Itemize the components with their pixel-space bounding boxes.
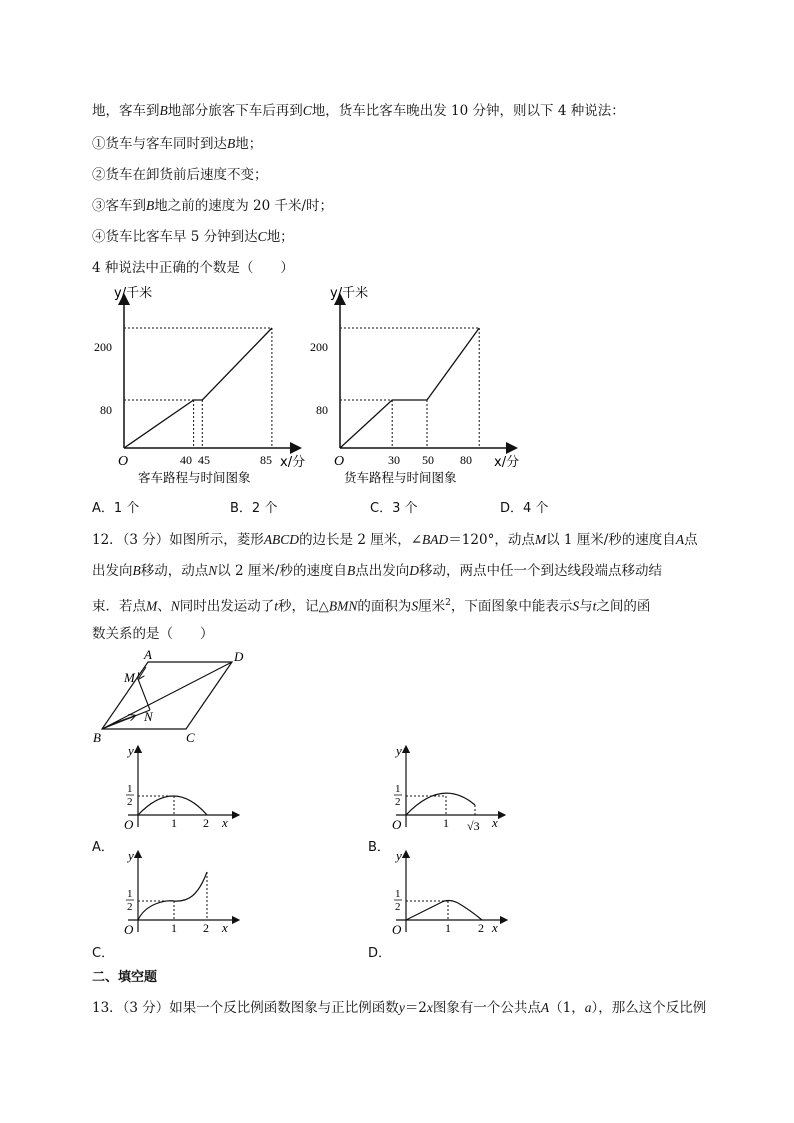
chart-bus-origin: O — [118, 454, 129, 469]
chart-bus-xtick-85: 85 — [260, 453, 272, 467]
q12-line-1: 12．（3 分）如图所示，菱形ABCD的边长是 2 厘米，∠BAD＝120°，动点M以 1 厘米/秒的速度自A点 — [92, 532, 698, 548]
graph-d-option: D． — [368, 946, 392, 961]
chart-truck-series-line — [340, 328, 479, 448]
graph-c-x-label: x — [222, 920, 228, 935]
chart-truck-xlabel: x/分 — [494, 455, 520, 470]
chart-bus — [90, 283, 320, 488]
graph-d-x-label: x — [492, 920, 498, 935]
chart-truck-xtick-30: 30 — [388, 453, 400, 467]
chart-truck-origin: O — [334, 454, 345, 469]
chart-bus-ytick-200: 200 — [94, 340, 112, 354]
graph-d-origin: O — [392, 922, 402, 937]
graph-c-tick-2: 2 — [203, 921, 209, 935]
chart-truck-xtick-80: 80 — [460, 453, 472, 467]
graph-b-curve — [406, 793, 475, 815]
segment-mn — [138, 679, 150, 710]
graph-c — [106, 848, 266, 943]
label-n: N — [144, 709, 153, 724]
graph-c-origin: O — [124, 922, 134, 937]
graph-b-half-den: 2 — [395, 796, 401, 808]
graph-a-y-label: y — [128, 743, 134, 758]
q11-option-d: D．4 个 — [500, 501, 549, 516]
chart-bus-xtick-40: 40 — [180, 453, 192, 467]
q11-option-a: A．1 个 — [92, 501, 140, 516]
diagonal-bd — [102, 662, 232, 729]
label-d: D — [234, 649, 244, 664]
graph-c-half-num: 1 — [127, 888, 133, 900]
chart-bus-ylabel: y/千米 — [114, 286, 153, 301]
graph-b-x-label: x — [492, 815, 498, 830]
q11-intro: 地，客车到B地部分旅客下车后再到C地，货车比客车晚出发 10 分钟，则以下 4 种说法： — [92, 103, 625, 119]
chart-bus-series-line — [124, 328, 272, 448]
q11-option-b: B．2 个 — [230, 501, 278, 516]
q13-line-1: 13．（3 分）如果一个反比例函数图象与正比例函数y＝2x图象有一个公共点A（1，a），那么这个反比例 — [92, 1000, 707, 1016]
graph-c-half-den: 2 — [127, 901, 133, 913]
graph-d-half-num: 1 — [395, 888, 401, 900]
graph-a-curve — [138, 796, 207, 815]
arrow-m — [139, 667, 146, 678]
q12-line-2: 出发向B移动，动点N以 2 厘米/秒的速度自B点出发向D移动，两点中任一个到达线段端点移动结 — [92, 563, 662, 579]
graph-b-tick-sqrt3: √3 — [467, 819, 480, 833]
section-title-fill-in: 二、填空题 — [92, 970, 158, 985]
graph-a-option: A． — [92, 840, 114, 855]
q11-statement-2: ②货车在卸货前后速度不变； — [92, 167, 268, 183]
graph-a — [106, 743, 266, 833]
q11-statement-4: ④货车比客车早 5 分钟到达C地； — [92, 229, 294, 245]
graph-b-half-num: 1 — [395, 783, 401, 795]
graph-c-curve — [138, 872, 207, 920]
graph-a-half-den: 2 — [127, 796, 133, 808]
q11-question: 4 种说法中正确的个数是（ ） — [92, 260, 294, 276]
graph-d-curve — [406, 901, 482, 921]
graph-d-tick-2: 2 — [478, 921, 484, 935]
chart-bus-xtick-45: 45 — [198, 453, 210, 467]
chart-bus-xlabel: x/分 — [280, 455, 306, 470]
q12-line-4: 数关系的是（ ） — [92, 626, 214, 642]
chart-bus-ytick-80: 80 — [100, 403, 112, 417]
graph-a-origin: O — [124, 817, 134, 832]
chart-truck-caption: 货车路程与时间图象 — [344, 470, 457, 485]
q11-statement-1: ①货车与客车同时到达B地； — [92, 136, 263, 152]
graph-a-tick-1: 1 — [171, 816, 177, 830]
chart-truck-xtick-50: 50 — [422, 453, 434, 467]
graph-a-tick-2: 2 — [203, 816, 209, 830]
graph-b-tick-1: 1 — [443, 816, 449, 830]
graph-d-half-den: 2 — [395, 901, 401, 913]
graph-d — [374, 848, 534, 943]
q12-line-3: 束．若点M、N同时出发运动了t秒，记△BMN的面积为S厘米$^2$，下面图象中能表示S与t之间的函 — [92, 598, 651, 615]
graph-b — [374, 743, 534, 833]
graph-a-x-label: x — [222, 815, 228, 830]
graph-c-tick-1: 1 — [171, 921, 177, 935]
graph-b-origin: O — [392, 817, 402, 832]
graph-a-half-num: 1 — [127, 783, 133, 795]
graph-c-option: C． — [92, 946, 115, 961]
graph-c-y-label: y — [128, 848, 134, 863]
chart-truck — [306, 283, 536, 488]
arrow-n — [112, 716, 134, 724]
graph-b-option: B． — [368, 840, 390, 855]
graph-d-tick-1: 1 — [445, 921, 451, 935]
q11-option-c: C．3 个 — [370, 501, 418, 516]
chart-truck-ylabel: y/千米 — [330, 286, 369, 301]
chart-truck-ytick-80: 80 — [316, 403, 328, 417]
label-m: M — [124, 670, 135, 685]
label-b: B — [93, 730, 101, 745]
label-a: A — [144, 647, 152, 662]
graph-d-y-label: y — [396, 848, 402, 863]
rhombus-figure — [90, 647, 260, 747]
chart-truck-ytick-200: 200 — [310, 340, 328, 354]
chart-bus-caption: 客车路程与时间图象 — [138, 470, 251, 485]
graph-b-y-label: y — [396, 743, 402, 758]
q11-statement-3: ③客车到B地之前的速度为 20 千米/时； — [92, 198, 334, 214]
label-c: C — [186, 730, 195, 745]
